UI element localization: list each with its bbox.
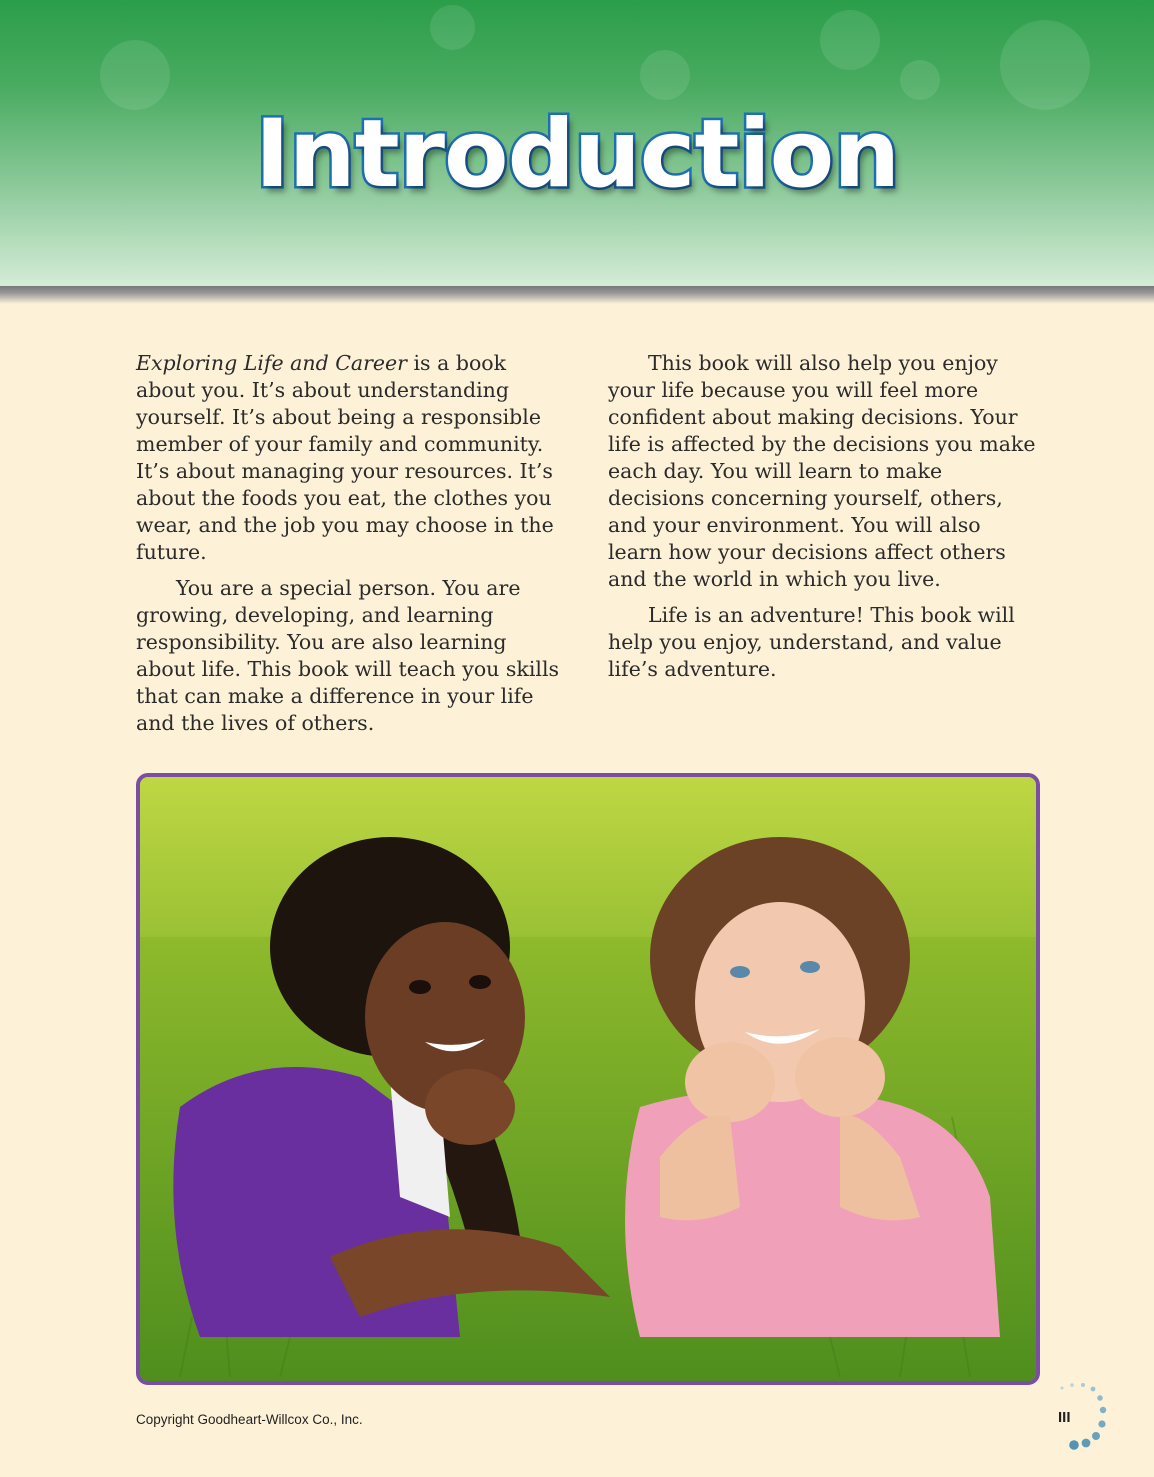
page-title: Introduction	[254, 100, 900, 209]
left-text-column	[136, 350, 568, 746]
banner-shadow	[0, 286, 1154, 304]
photo-two-girls	[136, 773, 1040, 1385]
copyright-notice: Copyright Goodheart-Willcox Co., Inc.	[136, 1412, 363, 1427]
page-number: III	[1058, 1409, 1071, 1426]
right-paragraph-2: Life is an adventure! This book will help you enjoy, understand, and value life’s adventure.	[608, 603, 1015, 681]
header-banner	[0, 0, 1154, 286]
bokeh-decoration	[1000, 20, 1090, 110]
bokeh-decoration	[900, 60, 940, 100]
photo-illustration	[140, 777, 1036, 1381]
bokeh-decoration	[820, 10, 880, 70]
right-text-column	[608, 350, 1040, 692]
right-paragraph-1: This book will also help you enjoy your life because you will feel more confident about making decisions. Your life is affected by the decisions you make each day. You will learn to make decisions concerning yourself, others, and your environment. You will also learn how your decisions affect others and the world in which you live.	[608, 351, 1036, 591]
book-title: Exploring Life and Career	[136, 351, 407, 375]
bokeh-decoration	[430, 5, 475, 50]
left-paragraph-2: You are a special person. You are growing, developing, and learning responsibility. You are also learning about life. This book will teach you skills that can make a difference in your life and the lives of others.	[136, 576, 560, 735]
bokeh-decoration	[640, 50, 690, 100]
left-paragraph-1	[136, 350, 568, 566]
left-paragraph-1-text: is a book about you. It’s about understanding yourself. It’s about being a responsible member of your family and community. It’s about managing your resources. It’s about the foods you eat, the clothes you wear, and the job you may choose in the future.	[136, 351, 554, 564]
